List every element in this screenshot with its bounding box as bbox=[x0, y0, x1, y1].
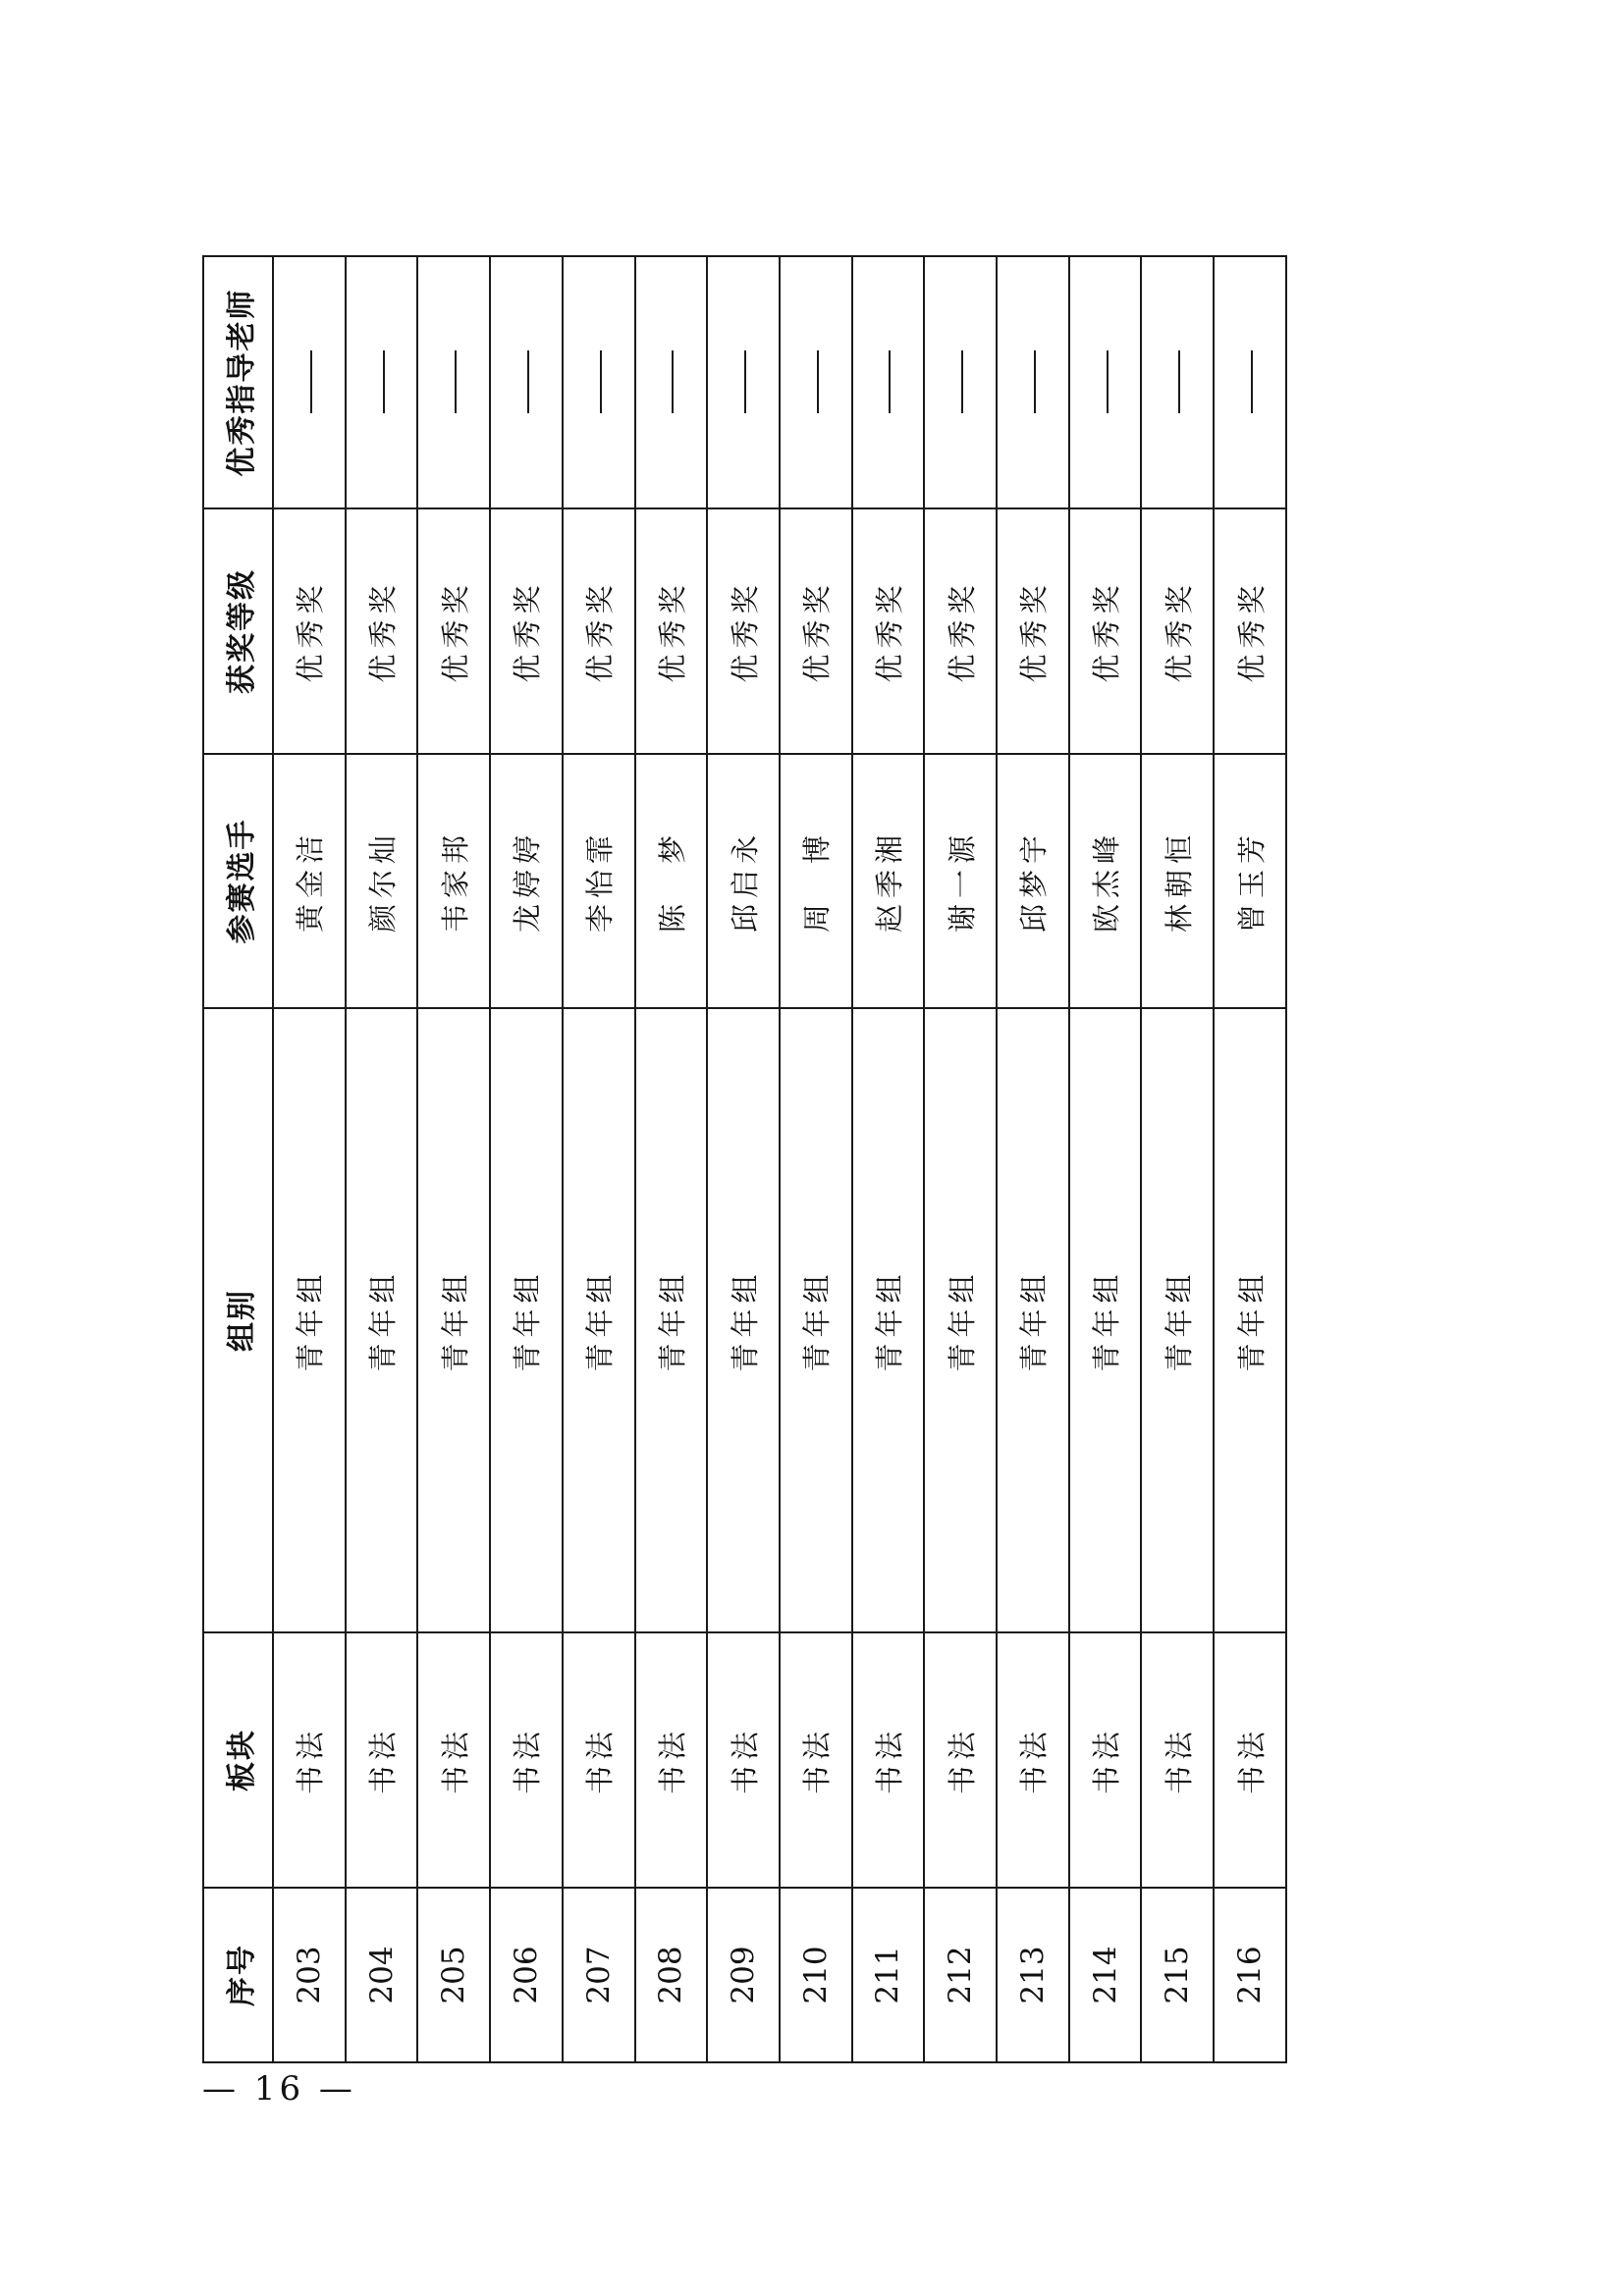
cell-section: 书法 bbox=[1214, 1632, 1286, 1888]
cell-group: 青年组 bbox=[997, 1008, 1069, 1632]
cell-index: 212 bbox=[924, 1888, 997, 2062]
cell-group: 青年组 bbox=[780, 1008, 852, 1632]
cell-section: 书法 bbox=[635, 1632, 708, 1888]
cell-contestant: 谢一源 bbox=[924, 754, 997, 1008]
cell-award: 优秀奖 bbox=[780, 508, 852, 754]
cell-contestant: 曾玉芳 bbox=[1214, 754, 1286, 1008]
dash-icon bbox=[600, 351, 602, 414]
header-section: 板块 bbox=[203, 1632, 273, 1888]
cell-contestant: 韦家邦 bbox=[417, 754, 490, 1008]
cell-teacher bbox=[852, 256, 925, 508]
header-contestant: 参赛选手 bbox=[203, 754, 273, 1008]
cell-section: 书法 bbox=[346, 1632, 418, 1888]
table-row bbox=[707, 256, 780, 2062]
header-group: 组别 bbox=[203, 1008, 273, 1632]
cell-teacher bbox=[1069, 256, 1142, 508]
cell-contestant: 周 博 bbox=[780, 754, 852, 1008]
cell-teacher bbox=[490, 256, 563, 508]
rotated-table-container bbox=[202, 257, 1287, 2063]
cell-section: 书法 bbox=[997, 1632, 1069, 1888]
table-row bbox=[563, 256, 635, 2062]
table-row bbox=[852, 256, 925, 2062]
table-row bbox=[1214, 256, 1286, 2062]
page-number: — 16 — bbox=[202, 2069, 356, 2109]
cell-group: 青年组 bbox=[1214, 1008, 1286, 1632]
cell-group: 青年组 bbox=[1069, 1008, 1142, 1632]
cell-contestant: 邱启永 bbox=[707, 754, 780, 1008]
cell-index: 211 bbox=[852, 1888, 925, 2062]
cell-award: 优秀奖 bbox=[997, 508, 1069, 754]
table-row bbox=[490, 256, 563, 2062]
dash-icon bbox=[961, 351, 963, 414]
cell-index: 215 bbox=[1141, 1888, 1214, 2062]
cell-contestant: 陈 梦 bbox=[635, 754, 708, 1008]
cell-group: 青年组 bbox=[852, 1008, 925, 1632]
awards-table bbox=[202, 255, 1287, 2063]
cell-teacher bbox=[924, 256, 997, 508]
table-row bbox=[1069, 256, 1142, 2062]
cell-contestant: 邱梦宇 bbox=[997, 754, 1069, 1008]
table-row bbox=[273, 256, 346, 2062]
cell-group: 青年组 bbox=[1141, 1008, 1214, 1632]
cell-teacher bbox=[997, 256, 1069, 508]
cell-award: 优秀奖 bbox=[1141, 508, 1214, 754]
cell-award: 优秀奖 bbox=[924, 508, 997, 754]
cell-teacher bbox=[417, 256, 490, 508]
cell-section: 书法 bbox=[1069, 1632, 1142, 1888]
cell-contestant: 赵季湘 bbox=[852, 754, 925, 1008]
table-row bbox=[997, 256, 1069, 2062]
cell-contestant: 林朝恒 bbox=[1141, 754, 1214, 1008]
cell-index: 208 bbox=[635, 1888, 708, 2062]
cell-teacher bbox=[635, 256, 708, 508]
cell-group: 青年组 bbox=[417, 1008, 490, 1632]
cell-award: 优秀奖 bbox=[707, 508, 780, 754]
cell-section: 书法 bbox=[1141, 1632, 1214, 1888]
cell-group: 青年组 bbox=[273, 1008, 346, 1632]
cell-index: 204 bbox=[346, 1888, 418, 2062]
cell-contestant: 李怡霏 bbox=[563, 754, 635, 1008]
table-row bbox=[780, 256, 852, 2062]
table-row bbox=[924, 256, 997, 2062]
cell-teacher bbox=[346, 256, 418, 508]
cell-index: 214 bbox=[1069, 1888, 1142, 2062]
table-body bbox=[273, 256, 1286, 2062]
cell-award: 优秀奖 bbox=[1214, 508, 1286, 754]
cell-teacher bbox=[1141, 256, 1214, 508]
cell-teacher bbox=[1214, 256, 1286, 508]
header-teacher: 优秀指导老师 bbox=[203, 256, 273, 508]
dash-icon bbox=[1107, 351, 1109, 414]
cell-group: 青年组 bbox=[707, 1008, 780, 1632]
cell-section: 书法 bbox=[273, 1632, 346, 1888]
cell-award: 优秀奖 bbox=[273, 508, 346, 754]
table-row bbox=[417, 256, 490, 2062]
cell-section: 书法 bbox=[852, 1632, 925, 1888]
cell-award: 优秀奖 bbox=[852, 508, 925, 754]
cell-index: 205 bbox=[417, 1888, 490, 2062]
cell-section: 书法 bbox=[417, 1632, 490, 1888]
cell-section: 书法 bbox=[780, 1632, 852, 1888]
cell-index: 213 bbox=[997, 1888, 1069, 2062]
cell-award: 优秀奖 bbox=[346, 508, 418, 754]
cell-index: 210 bbox=[780, 1888, 852, 2062]
cell-contestant: 颜尔灿 bbox=[346, 754, 418, 1008]
cell-teacher bbox=[707, 256, 780, 508]
cell-index: 216 bbox=[1214, 1888, 1286, 2062]
dash-icon bbox=[527, 351, 529, 414]
dash-icon bbox=[310, 351, 312, 414]
dash-icon bbox=[1251, 351, 1253, 414]
cell-group: 青年组 bbox=[346, 1008, 418, 1632]
header-row bbox=[203, 256, 273, 2062]
header-award: 获奖等级 bbox=[203, 508, 273, 754]
cell-teacher bbox=[563, 256, 635, 508]
cell-index: 207 bbox=[563, 1888, 635, 2062]
dash-icon bbox=[889, 351, 891, 414]
cell-section: 书法 bbox=[707, 1632, 780, 1888]
dash-icon bbox=[817, 351, 819, 414]
cell-award: 优秀奖 bbox=[1069, 508, 1142, 754]
dash-icon bbox=[1034, 351, 1036, 414]
cell-group: 青年组 bbox=[635, 1008, 708, 1632]
cell-contestant: 黄金洁 bbox=[273, 754, 346, 1008]
cell-award: 优秀奖 bbox=[490, 508, 563, 754]
cell-index: 203 bbox=[273, 1888, 346, 2062]
cell-index: 209 bbox=[707, 1888, 780, 2062]
header-index: 序号 bbox=[203, 1888, 273, 2062]
dash-icon bbox=[1178, 351, 1180, 414]
cell-award: 优秀奖 bbox=[563, 508, 635, 754]
table-row bbox=[635, 256, 708, 2062]
cell-award: 优秀奖 bbox=[417, 508, 490, 754]
dash-icon bbox=[672, 351, 674, 414]
dash-icon bbox=[383, 351, 385, 414]
table-row bbox=[1141, 256, 1214, 2062]
cell-award: 优秀奖 bbox=[635, 508, 708, 754]
cell-section: 书法 bbox=[490, 1632, 563, 1888]
dash-icon bbox=[744, 351, 746, 414]
cell-contestant: 龙婷婷 bbox=[490, 754, 563, 1008]
cell-teacher bbox=[273, 256, 346, 508]
cell-section: 书法 bbox=[924, 1632, 997, 1888]
cell-index: 206 bbox=[490, 1888, 563, 2062]
cell-group: 青年组 bbox=[490, 1008, 563, 1632]
cell-group: 青年组 bbox=[563, 1008, 635, 1632]
dash-icon bbox=[455, 351, 457, 414]
table-row bbox=[346, 256, 418, 2062]
cell-group: 青年组 bbox=[924, 1008, 997, 1632]
cell-contestant: 欧杰峰 bbox=[1069, 754, 1142, 1008]
cell-section: 书法 bbox=[563, 1632, 635, 1888]
cell-teacher bbox=[780, 256, 852, 508]
